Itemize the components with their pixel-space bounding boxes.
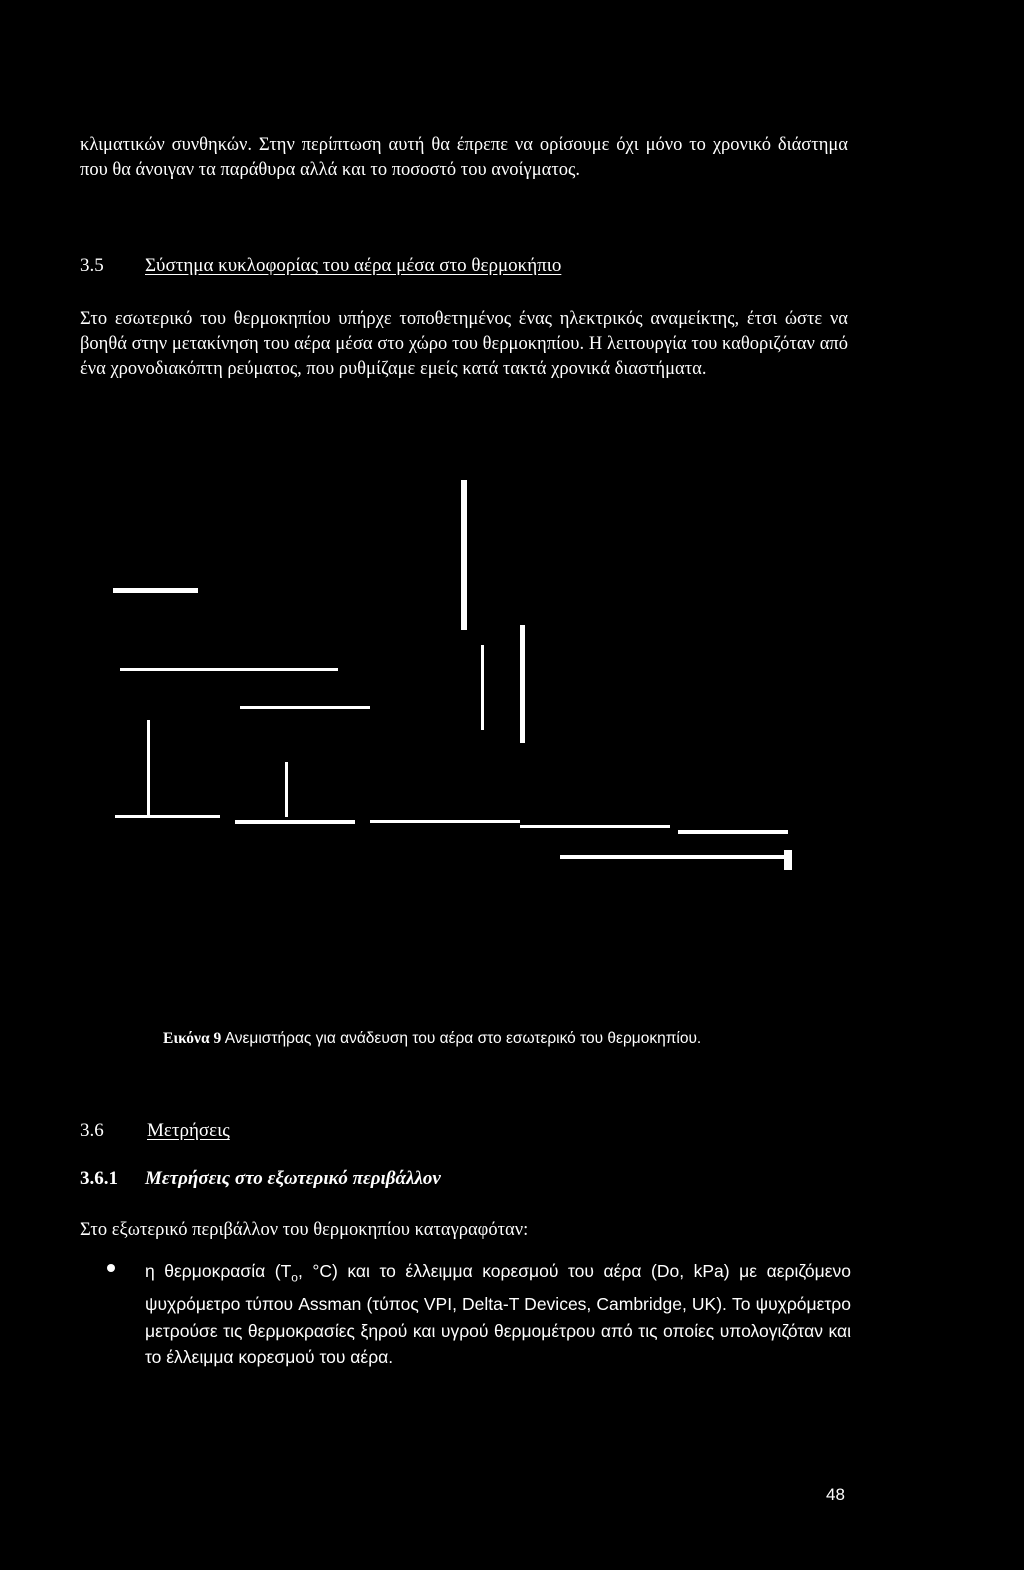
fan-photo-dark [110,470,810,890]
intro-paragraph: κλιματικών συνθηκών. Στην περίπτωση αυτή θα έπρεπε να ορίσουμε όχι μόνο το χρονικό διάστημα που θα άνοιγαν τα παράθυρα αλλά και το ποσοστό του ανοίγματος. [80,135,848,180]
bullet-dot-icon [107,1264,115,1272]
bullet-item [145,1258,851,1371]
figure-caption-text: Ανεμιστήρας για ανάδευση του αέρα στο εσωτερικό του θερμοκηπίου. [224,1030,702,1047]
bullet-text-pre: η θερμοκρασία (T [145,1261,292,1281]
section-title: Σύστημα κυκλοφορίας του αέρα μέσα στο θερμοκήπιο [145,255,562,276]
section-3-6-heading [0,1120,1024,1148]
section-title: Μετρήσεις στο εξωτερικό περιβάλλον [145,1168,441,1189]
bullet-subscript: o [291,1270,298,1285]
section-3-5-heading [0,255,1024,283]
section-number: 3.6.1 [80,1168,118,1189]
section-number: 3.5 [80,255,104,276]
bullet-text-post: , °C) και το έλλειμμα κορεσμού του αέρα (Do, kPa) με αεριζόμενο ψυχρόμετρο τύπου Assman (τύπος VPI, Delta-T Devices, Cambridge, UK). Το ψυχρόμετρο μετρούσε τις θερμοκρασίες ξηρού και υγρού θερμομέτρου από τις οποίες υπολογιζόταν και το έλλειμμα κορεσμού του αέρα. [145,1261,851,1367]
section-3-6-1-heading [0,1168,1024,1196]
section-number: 3.6 [80,1120,104,1141]
section-title: Μετρήσεις [147,1120,230,1141]
external-intro-paragraph: Στο εξωτερικό περιβάλλον του θερμοκηπίου καταγραφόταν: [80,1220,529,1240]
fan-paragraph: Στο εσωτερικό του θερμοκηπίου υπήρχε τοποθετημένος ένας ηλεκτρικός αναμείκτης, έτσι ώστε να βοηθά στην μετακίνηση του αέρα μέσα στο χώρο του θερμοκηπίου. Η λειτουργία του καθοριζόταν από ένα χρονοδιακόπτη ρεύματος, που ρυθμίζαμε εμείς κατά τακτά χρονικά διαστήματα. [80,309,848,379]
fan-figure [110,470,810,890]
figure-caption [163,1030,701,1048]
figure-label: Εικόνα 9 [163,1030,222,1047]
page-number: 48 [826,1485,845,1504]
